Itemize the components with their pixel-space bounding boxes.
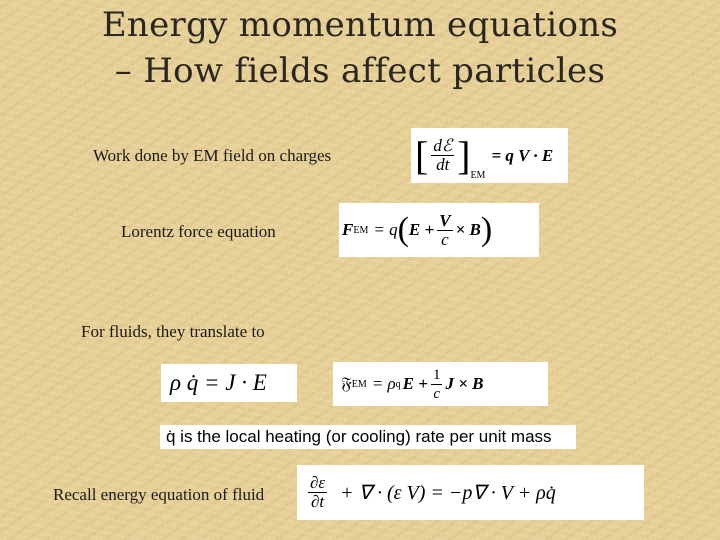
work-sub: EM [470, 170, 486, 181]
work-rhs: = q V · E [491, 145, 554, 165]
fluid-frac-den: c [433, 385, 441, 402]
label-recall: Recall energy equation of fluid [53, 485, 265, 504]
fluid-force-fraction [431, 366, 443, 403]
energy-fraction [308, 474, 327, 511]
equation-fluid-force [333, 362, 548, 406]
title-line-1: Energy momentum equations [101, 5, 619, 45]
heating-eq: ρ q̇ = J · E [170, 370, 267, 395]
label-fluids: For fluids, they translate to [81, 322, 265, 341]
equation-energy [297, 465, 644, 520]
heating-note [160, 425, 576, 449]
lorentz-frac-den: c [441, 229, 449, 249]
lorentz-lhs: F [342, 220, 354, 239]
energy-rhs: + ∇ · (ε V) = −p∇ · V + ρq̇ [340, 482, 556, 504]
paren-right: ) [480, 211, 493, 248]
label-work-done: Work done by EM field on charges [93, 146, 332, 165]
bracket-right: ] [457, 132, 471, 178]
slide-title [0, 2, 720, 94]
lorentz-sub: EM [353, 224, 369, 236]
equation-lorentz [339, 203, 539, 257]
fluid-force-lhs: 𝔉 [341, 374, 352, 393]
fluid-force-rhs: = ρ [371, 374, 396, 393]
fluid-force-tail: J × B [445, 374, 484, 393]
lorentz-tail: × B [455, 220, 481, 239]
heating-note-text: q̇ is the local heating (or cooling) rate per unit mass [166, 427, 552, 446]
fluid-force-rhs2: E + [402, 374, 428, 393]
bracket-left: [ [415, 132, 429, 178]
work-frac-num: dℰ [433, 136, 453, 155]
lorentz-frac-num: V [439, 210, 451, 230]
lorentz-rhs-pre: = q [373, 220, 398, 239]
equation-work-done [411, 128, 568, 183]
label-lorentz: Lorentz force equation [121, 222, 276, 241]
work-fraction [431, 137, 454, 174]
fluid-frac-num: 1 [432, 366, 441, 383]
lorentz-fraction [437, 212, 452, 249]
fluid-force-rhs-sub: q [395, 378, 401, 390]
work-frac-den: dt [436, 155, 450, 174]
fluid-force-sub: EM [351, 378, 367, 390]
energy-frac-num: ∂ε [310, 473, 326, 492]
paren-left: ( [397, 211, 409, 248]
equation-heating [161, 364, 297, 402]
energy-frac-den: ∂t [310, 492, 325, 511]
title-line-2: – How fields affect particles [114, 51, 606, 91]
lorentz-inner: E + [408, 220, 435, 239]
